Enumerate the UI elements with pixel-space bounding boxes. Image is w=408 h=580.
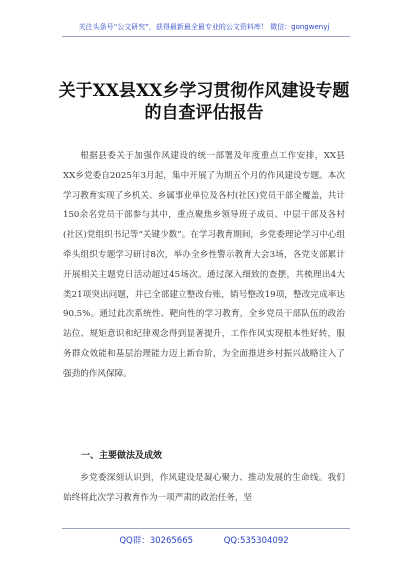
section-body — [63, 469, 345, 509]
document-title: 关于XX县XX乡学习贯彻作风建设专题的自查评估报告 — [58, 81, 350, 123]
footer-qq: QQ:535304092 — [223, 536, 289, 546]
section-paragraph: 乡党委深刻认识到，作风建设是凝心聚力、推动发展的生命线。我们始终将此次学习教育作为一项严肃的政治任务，坚 — [63, 473, 345, 503]
footer-qq-group: QQ群：30265665 — [119, 536, 194, 546]
section-heading: 一、主要做法及成效 — [81, 451, 163, 461]
header-note: 关注头条号“公文研究”，获得最新最全最专业的公文资料库！ 微信：gongwenyj — [78, 23, 330, 31]
intro-paragraph: 根据县委关于加强作风建设的统一部署及年度重点工作安排，XX县XX乡党委自2025年3月起，集中开展了为期五个月的作风建设专题。本次学习教育实现了乡机关、乡属事业单位及各村(社区)党员干部全覆盖，共计150余名党员干部参与其中，重点聚焦乡领导班子成员、中层干部及各村(社区)党组织书记等“关键少数”。在学习教育期间，乡党委理论学习中心组牵头组织专题学习研讨8次，举办全乡性警示教育大会3场，各党支部累计开展相关主题党日活动超过45场次。通过深入细致的查摆，共梳理出4大类21项突出问题，并已全部建立整改台账，销号整改19项，整改完成率达90.5%。通过此次系统性、靶向性的学习教育，全乡党员干部队伍的政治站位、规矩意识和纪律观念得到显著提升，工作作风实现根本性好转，服务群众效能和基层治理能力迈上新台阶，为全面推进乡村振兴战略注入了强劲的作风保障。 — [63, 151, 345, 379]
document-body — [63, 147, 345, 385]
footer-divider — [62, 528, 350, 529]
footer — [0, 534, 408, 546]
header-divider — [62, 36, 350, 37]
